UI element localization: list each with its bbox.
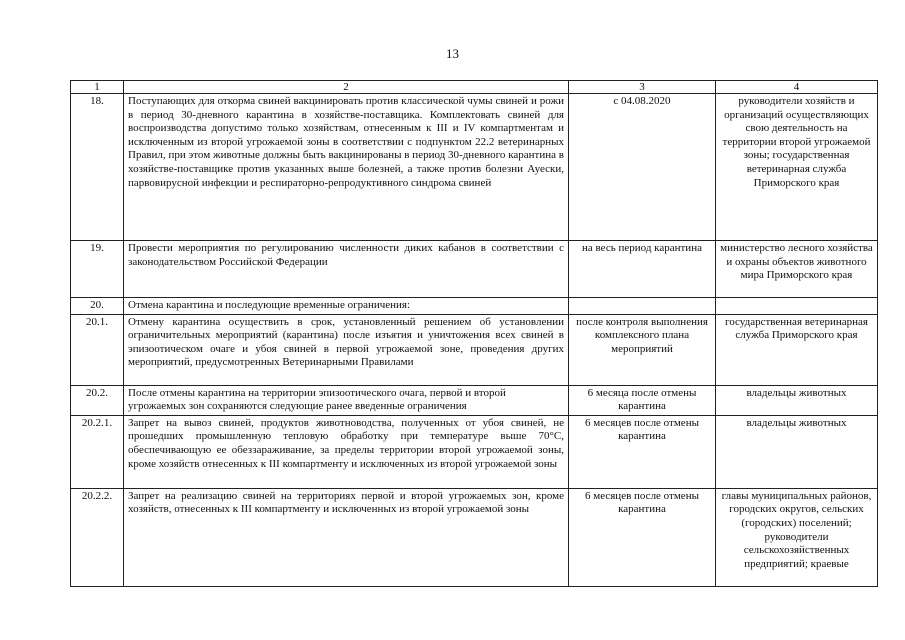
table-row <box>71 385 878 415</box>
table-row <box>71 415 878 488</box>
table-row <box>71 314 878 385</box>
deadline: с 04.08.2020 <box>569 94 716 241</box>
measure-text: Провести мероприятия по регулированию численности диких кабанов в соответствии с законодательством Российской Федерации <box>124 241 569 298</box>
measure-text: Поступающих для откорма свиней вакцинировать против классической чумы свиней и рожи в период 30-дневного карантина в хозяйстве-поставщика. Комплектовать свиней для воспроизводства допустимо только хозяйствам, отнесенным к III и IV компартментам и исключенным из второй угрожаемой зоны в соответствии с подпунктом 22.2 ветеринарных Правил, при этом животные должны быть вакцинированы в период 30-дневного карантина в хозяйстве-поставщике против указанных выше болезней, а также против болезни Ауески, парвовирусной инфекции и респираторно-репродуктивного синдрома свиней <box>124 94 569 241</box>
deadline: после контроля выполнения комплексного плана мероприятий <box>569 314 716 385</box>
measure-text: Отмену карантина осуществить в срок, установленный решением об установлении ограничительных мероприятий (карантина) после изъятия и уничтожения всех свиней в эпизоотическом очаге и убоя свиней в первой угрожаемой зоне, проведения других мероприятий, предусмотренных Ветеринарными Правилами <box>124 314 569 385</box>
item-number: 19. <box>71 241 124 298</box>
responsible <box>716 298 878 315</box>
item-number: 20.2. <box>71 385 124 415</box>
deadline: 6 месяца после отмены карантина <box>569 385 716 415</box>
item-number: 20.2.1. <box>71 415 124 488</box>
table-row <box>71 241 878 298</box>
header-col-4: 4 <box>716 81 878 94</box>
responsible: владельцы животных <box>716 385 878 415</box>
measure-text: Запрет на вывоз свиней, продуктов животноводства, полученных от убоя свиней, не прошедших промышленную тепловую обработку при температуре выше 70°С, обеспечивающую ее обеззараживание, за пределы территории второй угрожаемой зоны, кроме хозяйств отнесенных к III компартменту и исключенных из второй угрожаемой зоны <box>124 415 569 488</box>
item-number: 18. <box>71 94 124 241</box>
table-row <box>71 94 878 241</box>
header-col-1: 1 <box>71 81 124 94</box>
item-number: 20.1. <box>71 314 124 385</box>
table-row <box>71 488 878 586</box>
responsible: владельцы животных <box>716 415 878 488</box>
responsible: государственная ветеринарная служба Приморского края <box>716 314 878 385</box>
section-title: Отмена карантина и последующие временные ограничения: <box>124 298 569 315</box>
item-number: 20. <box>71 298 124 315</box>
deadline <box>569 298 716 315</box>
page-number: 13 <box>446 46 459 61</box>
header-col-3: 3 <box>569 81 716 94</box>
table-header-row <box>71 81 878 94</box>
deadline: на весь период карантина <box>569 241 716 298</box>
deadline: 6 месяцев после отмены карантина <box>569 488 716 586</box>
responsible: руководители хозяйств и организаций осуществляющих свою деятельность на территории второй угрожаемой зоны; государственная ветеринарная служба Приморского края <box>716 94 878 241</box>
table-row <box>71 298 878 315</box>
responsible: министерство лесного хозяйства и охраны объектов животного мира Приморского края <box>716 241 878 298</box>
header-col-2: 2 <box>124 81 569 94</box>
measure-text: Запрет на реализацию свиней на территориях первой и второй угрожаемых зон, кроме хозяйств, отнесенных к III компартменту и исключенных из второй угрожаемой зоны <box>124 488 569 586</box>
measure-text: После отмены карантина на территории эпизоотического очага, первой и второй угрожаемых зон сохраняются следующие ранее введенные ограничения <box>124 385 569 415</box>
item-number: 20.2.2. <box>71 488 124 586</box>
deadline: 6 месяцев после отмены карантина <box>569 415 716 488</box>
responsible: главы муниципальных районов, городских округов, сельских (городских) поселений; руководители сельскохозяйственных предприятий; краевые <box>716 488 878 586</box>
measures-table <box>70 80 878 587</box>
